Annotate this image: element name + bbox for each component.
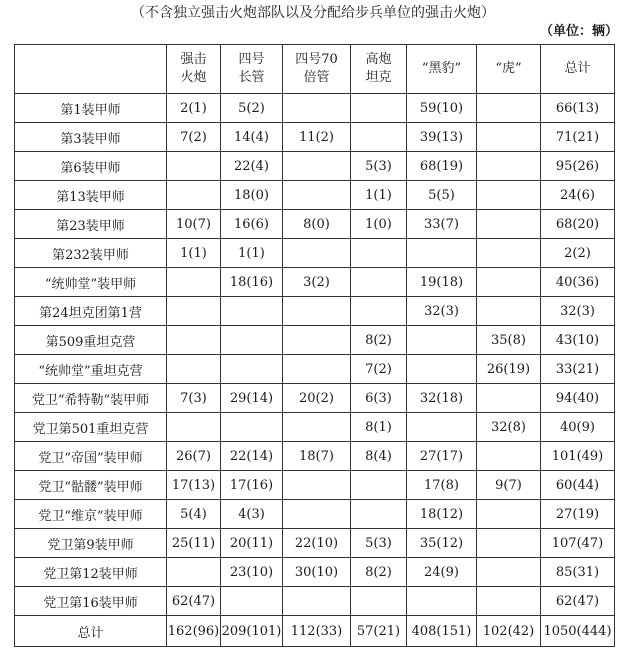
header-line: 总计 — [564, 61, 591, 76]
cell-tiger: 9(7) — [477, 471, 541, 500]
cell-total: 60(44) — [541, 471, 615, 500]
cell-flak-tank — [351, 297, 407, 326]
table-caption: （不含独立强击火炮部队以及分配给步兵单位的强击火炮） — [131, 5, 495, 21]
cell-flak-tank: 7(2) — [351, 355, 407, 384]
cell-unit-name: “统帅堂”重坦克营 — [15, 355, 167, 384]
cell-pz4-long: 1(1) — [221, 239, 283, 268]
cell-unit-name: 党卫第501重坦克营 — [15, 413, 167, 442]
cell-pz4-long: 18(0) — [221, 181, 283, 210]
cell-pz4-l70: 22(10) — [283, 529, 351, 558]
cell-pz4-long: 18(16) — [221, 268, 283, 297]
table-row — [15, 558, 615, 587]
cell-pz4-l70: 11(2) — [283, 123, 351, 152]
cell-assault-gun — [167, 297, 221, 326]
cell-assault-gun: 62(47) — [167, 587, 221, 616]
cell-tiger — [477, 558, 541, 587]
cell-assault-gun: 5(4) — [167, 500, 221, 529]
cell-total: 24(6) — [541, 181, 615, 210]
cell-pz4-l70 — [283, 181, 351, 210]
cell-assault-gun — [167, 355, 221, 384]
cell-tiger — [477, 500, 541, 529]
cell-assault-gun: 17(13) — [167, 471, 221, 500]
cell-flak-tank — [351, 587, 407, 616]
table-row — [15, 442, 615, 471]
cell-tiger — [477, 239, 541, 268]
header-cell-total — [541, 45, 615, 94]
cell-pz4-long: 16(6) — [221, 210, 283, 239]
cell-flak-tank — [351, 239, 407, 268]
cell-assault-gun: 10(7) — [167, 210, 221, 239]
cell-total: 40(36) — [541, 268, 615, 297]
cell-unit-name: 第23装甲师 — [15, 210, 167, 239]
header-cell-tiger — [477, 45, 541, 94]
cell-panther: 32(3) — [407, 297, 477, 326]
cell-pz4-long — [221, 413, 283, 442]
cell-tiger — [477, 442, 541, 471]
cell-unit-name: 党卫第9装甲师 — [15, 529, 167, 558]
header-cell-pz4-l70 — [283, 45, 351, 94]
cell-total: 68(20) — [541, 210, 615, 239]
cell-pz4-l70 — [283, 587, 351, 616]
cell-assault-gun: 25(11) — [167, 529, 221, 558]
cell-unit-name: 第6装甲师 — [15, 152, 167, 181]
header-cell-unit — [15, 45, 167, 94]
table-row — [15, 94, 615, 123]
cell-assault-gun — [167, 558, 221, 587]
header-cell-panther — [407, 45, 477, 94]
cell-pz4-long: 22(14) — [221, 442, 283, 471]
cell-total: 71(21) — [541, 123, 615, 152]
cell-panther — [407, 413, 477, 442]
total-cell-assault-gun: 162(96) — [167, 616, 221, 647]
cell-flak-tank — [351, 268, 407, 297]
cell-pz4-long: 22(4) — [221, 152, 283, 181]
cell-panther: 17(8) — [407, 471, 477, 500]
cell-total: 40(9) — [541, 413, 615, 442]
table-row — [15, 239, 615, 268]
cell-pz4-l70: 8(0) — [283, 210, 351, 239]
table-row — [15, 181, 615, 210]
header-row — [15, 45, 615, 94]
cell-unit-name: 第24坦克团第1营 — [15, 297, 167, 326]
total-cell-pz4-l70: 112(33) — [283, 616, 351, 647]
cell-flak-tank: 8(1) — [351, 413, 407, 442]
cell-total: 33(21) — [541, 355, 615, 384]
cell-total: 94(40) — [541, 384, 615, 413]
cell-assault-gun: 26(7) — [167, 442, 221, 471]
cell-pz4-l70 — [283, 152, 351, 181]
cell-panther: 19(18) — [407, 268, 477, 297]
cell-unit-name: 第1装甲师 — [15, 94, 167, 123]
cell-tiger — [477, 384, 541, 413]
cell-total: 66(13) — [541, 94, 615, 123]
cell-pz4-l70 — [283, 94, 351, 123]
cell-assault-gun: 2(1) — [167, 94, 221, 123]
cell-pz4-long: 14(4) — [221, 123, 283, 152]
header-line: 高炮 — [365, 52, 392, 67]
cell-total: 85(31) — [541, 558, 615, 587]
header-line: 长管 — [238, 70, 265, 85]
cell-panther — [407, 355, 477, 384]
cell-total: 32(3) — [541, 297, 615, 326]
cell-pz4-long: 20(11) — [221, 529, 283, 558]
cell-flak-tank: 8(2) — [351, 558, 407, 587]
cell-tiger — [477, 123, 541, 152]
cell-pz4-long: 17(16) — [221, 471, 283, 500]
header-line: “虎” — [495, 61, 522, 76]
cell-assault-gun — [167, 326, 221, 355]
header-line: 坦克 — [365, 70, 392, 85]
cell-pz4-long — [221, 587, 283, 616]
total-cell-total: 1050(444) — [541, 616, 615, 647]
cell-unit-name: 党卫“帝国”装甲师 — [15, 442, 167, 471]
cell-pz4-l70 — [283, 413, 351, 442]
cell-assault-gun: 7(3) — [167, 384, 221, 413]
header-cell-flak-tank — [351, 45, 407, 94]
cell-panther — [407, 239, 477, 268]
unit-note: （单位：辆） — [539, 24, 618, 39]
cell-flak-tank — [351, 471, 407, 500]
cell-flak-tank — [351, 123, 407, 152]
cell-tiger — [477, 587, 541, 616]
cell-pz4-l70 — [283, 500, 351, 529]
cell-unit-name: 党卫“希特勒”装甲师 — [15, 384, 167, 413]
cell-flak-tank: 6(3) — [351, 384, 407, 413]
cell-flak-tank: 1(1) — [351, 181, 407, 210]
cell-pz4-l70 — [283, 355, 351, 384]
cell-assault-gun — [167, 152, 221, 181]
cell-flak-tank: 5(3) — [351, 529, 407, 558]
cell-tiger — [477, 268, 541, 297]
cell-total: 27(19) — [541, 500, 615, 529]
cell-total: 95(26) — [541, 152, 615, 181]
cell-flak-tank: 1(0) — [351, 210, 407, 239]
table-row — [15, 268, 615, 297]
cell-panther — [407, 587, 477, 616]
total-cell-pz4-long: 209(101) — [221, 616, 283, 647]
cell-total: 2(2) — [541, 239, 615, 268]
cell-pz4-l70 — [283, 471, 351, 500]
cell-panther: 27(17) — [407, 442, 477, 471]
cell-flak-tank: 8(2) — [351, 326, 407, 355]
header-line: “黑豹” — [421, 61, 462, 76]
cell-unit-name: 党卫第12装甲师 — [15, 558, 167, 587]
cell-tiger: 35(8) — [477, 326, 541, 355]
cell-unit-name: 第13装甲师 — [15, 181, 167, 210]
cell-assault-gun — [167, 413, 221, 442]
cell-pz4-l70: 20(2) — [283, 384, 351, 413]
cell-flak-tank: 8(4) — [351, 442, 407, 471]
cell-tiger — [477, 152, 541, 181]
header-line: 倍管 — [303, 70, 330, 85]
table-row — [15, 210, 615, 239]
cell-pz4-long: 5(2) — [221, 94, 283, 123]
table-row — [15, 326, 615, 355]
cell-pz4-l70: 30(10) — [283, 558, 351, 587]
cell-panther: 68(19) — [407, 152, 477, 181]
total-cell-panther: 408(151) — [407, 616, 477, 647]
cell-total: 101(49) — [541, 442, 615, 471]
cell-panther: 59(10) — [407, 94, 477, 123]
total-row — [15, 616, 615, 647]
cell-unit-name: 第232装甲师 — [15, 239, 167, 268]
cell-panther: 32(18) — [407, 384, 477, 413]
cell-unit-name: 党卫第16装甲师 — [15, 587, 167, 616]
cell-unit-name: 党卫“骷髅”装甲师 — [15, 471, 167, 500]
table-row — [15, 355, 615, 384]
cell-total: 43(10) — [541, 326, 615, 355]
cell-pz4-long — [221, 326, 283, 355]
cell-total: 107(47) — [541, 529, 615, 558]
cell-panther: 33(7) — [407, 210, 477, 239]
cell-panther: 24(9) — [407, 558, 477, 587]
cell-pz4-l70 — [283, 326, 351, 355]
table-row — [15, 413, 615, 442]
cell-unit-name: 党卫“维京”装甲师 — [15, 500, 167, 529]
cell-panther: 18(12) — [407, 500, 477, 529]
cell-tiger — [477, 529, 541, 558]
cell-unit-name: 第3装甲师 — [15, 123, 167, 152]
cell-tiger — [477, 210, 541, 239]
total-cell-unit-name: 总计 — [15, 616, 167, 647]
cell-pz4-l70: 18(7) — [283, 442, 351, 471]
table-row — [15, 587, 615, 616]
cell-tiger — [477, 297, 541, 326]
cell-assault-gun — [167, 268, 221, 297]
cell-panther: 39(13) — [407, 123, 477, 152]
cell-pz4-long — [221, 355, 283, 384]
cell-panther: 5(5) — [407, 181, 477, 210]
cell-total: 62(47) — [541, 587, 615, 616]
total-cell-tiger: 102(42) — [477, 616, 541, 647]
cell-flak-tank — [351, 500, 407, 529]
cell-pz4-long: 29(14) — [221, 384, 283, 413]
table-row — [15, 500, 615, 529]
table-row — [15, 297, 615, 326]
cell-flak-tank: 5(3) — [351, 152, 407, 181]
cell-assault-gun: 1(1) — [167, 239, 221, 268]
table-row — [15, 529, 615, 558]
header-line: 四号70 — [295, 52, 338, 67]
data-table — [14, 44, 615, 647]
header-cell-assault-gun — [167, 45, 221, 94]
cell-pz4-l70: 3(2) — [283, 268, 351, 297]
cell-flak-tank — [351, 94, 407, 123]
cell-pz4-l70 — [283, 239, 351, 268]
cell-panther: 35(12) — [407, 529, 477, 558]
header-cell-pz4-long — [221, 45, 283, 94]
cell-tiger — [477, 94, 541, 123]
table-row — [15, 384, 615, 413]
cell-pz4-long: 4(3) — [221, 500, 283, 529]
cell-tiger: 32(8) — [477, 413, 541, 442]
header-line: 火炮 — [180, 70, 207, 85]
table-row — [15, 123, 615, 152]
cell-tiger: 26(19) — [477, 355, 541, 384]
total-cell-flak-tank: 57(21) — [351, 616, 407, 647]
cell-pz4-long — [221, 297, 283, 326]
cell-panther — [407, 326, 477, 355]
cell-assault-gun: 7(2) — [167, 123, 221, 152]
cell-unit-name: “统帅堂”装甲师 — [15, 268, 167, 297]
cell-tiger — [477, 181, 541, 210]
cell-unit-name: 第509重坦克营 — [15, 326, 167, 355]
header-line: 强击 — [180, 52, 207, 67]
cell-assault-gun — [167, 181, 221, 210]
table-row — [15, 471, 615, 500]
header-line: 四号 — [238, 52, 265, 67]
cell-pz4-l70 — [283, 297, 351, 326]
table-row — [15, 152, 615, 181]
cell-pz4-long: 23(10) — [221, 558, 283, 587]
